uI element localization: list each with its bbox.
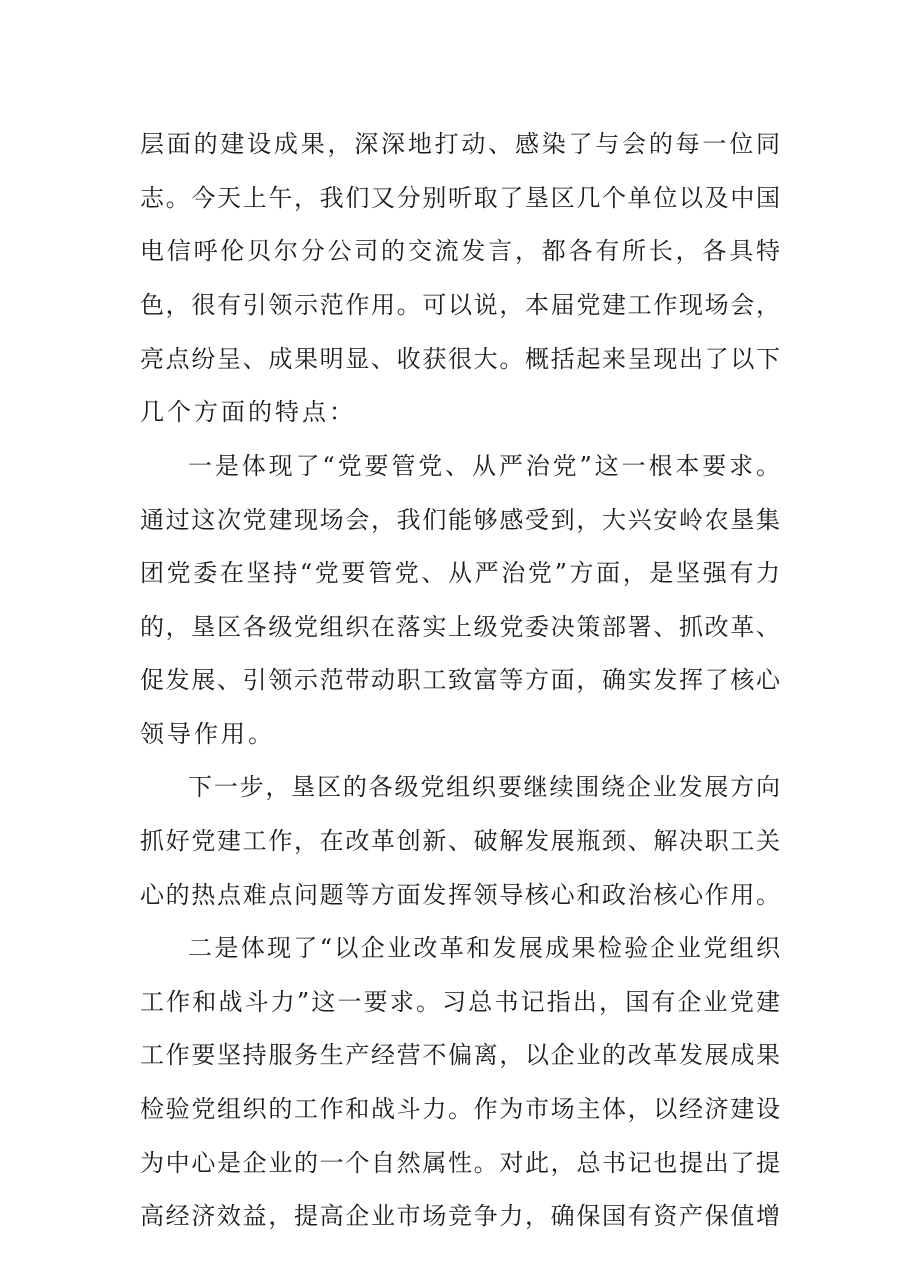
text-line: 促发展、引领示范带动职工致富等方面，确实发挥了核心 xyxy=(140,666,780,694)
text-line: 通过这次党建现场会，我们能够感受到，大兴安岭农垦集 xyxy=(140,506,780,534)
text-line: 心的热点难点问题等方面发挥领导核心和政治核心作用。 xyxy=(140,881,780,909)
text-line: 层面的建设成果，深深地打动、感染了与会的每一位同 xyxy=(140,130,780,158)
text-line: 电信呼伦贝尔分公司的交流发言，都各有所长，各具特 xyxy=(140,237,780,265)
text-line: 团党委在坚持“党要管党、从严治党”方面，是坚强有力 xyxy=(140,559,780,587)
text-line: 一是体现了“党要管党、从严治党”这一根本要求。 xyxy=(188,452,780,480)
text-line: 志。今天上午，我们又分别听取了垦区几个单位以及中国 xyxy=(140,184,780,212)
text-line: 高经济效益，提高企业市场竞争力，确保国有资产保值增 xyxy=(140,1202,780,1230)
text-line: 工作和战斗力”这一要求。习总书记指出，国有企业党建 xyxy=(140,988,780,1016)
text-line: 检验党组织的工作和战斗力。作为市场主体，以经济建设 xyxy=(140,1095,780,1123)
text-line: 二是体现了“以企业改革和发展成果检验企业党组织 xyxy=(188,934,780,962)
text-line: 领导作用。 xyxy=(140,720,275,748)
text-line: 的，垦区各级党组织在落实上级党委决策部署、抓改革、 xyxy=(140,613,780,641)
text-line: 几个方面的特点： xyxy=(140,398,356,426)
text-line: 下一步，垦区的各级党组织要继续围绕企业发展方向 xyxy=(188,773,780,801)
text-line: 工作要坚持服务生产经营不偏离，以企业的改革发展成果 xyxy=(140,1041,780,1069)
text-line: 色，很有引领示范作用。可以说，本届党建工作现场会， xyxy=(140,291,780,319)
text-line: 为中心是企业的一个自然属性。对此，总书记也提出了提 xyxy=(140,1149,780,1177)
text-line: 亮点纷呈、成果明显、收获很大。概括起来呈现出了以下 xyxy=(140,345,780,373)
text-line: 抓好党建工作，在改革创新、破解发展瓶颈、解决职工关 xyxy=(140,827,780,855)
